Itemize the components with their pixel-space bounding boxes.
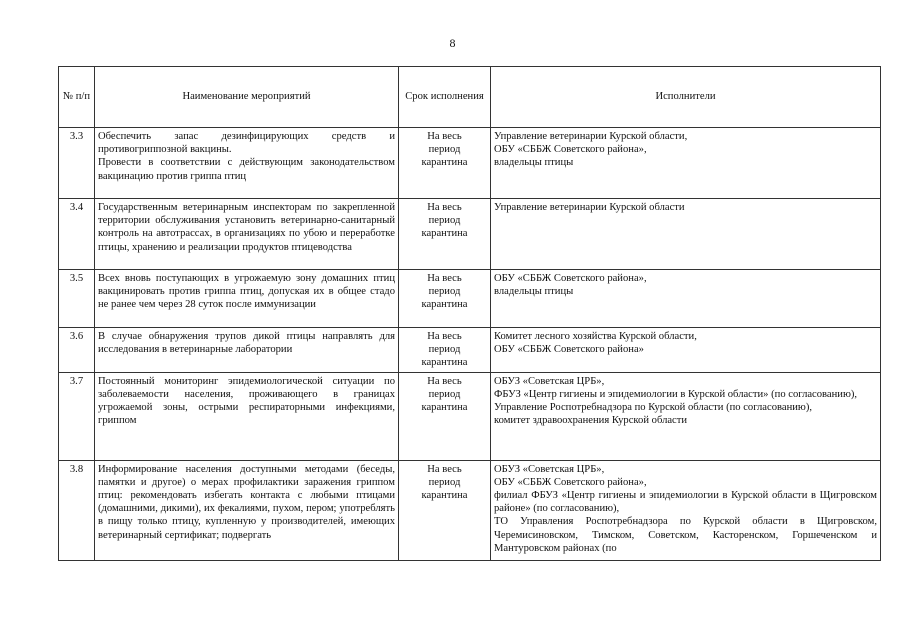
header-name: Наименование мероприятий <box>95 67 399 128</box>
table-row <box>59 372 881 460</box>
row-number: 3.8 <box>59 460 95 560</box>
row-number: 3.6 <box>59 328 95 373</box>
row-executors: Комитет лесного хозяйства Курской области, ОБУ «СББЖ Советского района» <box>491 328 881 373</box>
table-row <box>59 199 881 270</box>
row-executors: ОБУ «СББЖ Советского района», владельцы птицы <box>491 270 881 328</box>
row-description: Обеспечить запас дезинфицирующих средств и противогриппозной вакцины. Провести в соответствии с действующим законодательством вакцинацию против гриппа птиц <box>95 128 399 199</box>
row-term: На весь период карантина <box>399 199 491 270</box>
row-executors: Управление ветеринарии Курской области, ОБУ «СББЖ Советского района», владельцы птицы <box>491 128 881 199</box>
row-term: На весь период карантина <box>399 270 491 328</box>
row-description: Всех вновь поступающих в угрожаемую зону домашних птиц вакцинировать против гриппа птиц, допуская их в общее стадо не ранее чем через 28 суток после иммунизации <box>95 270 399 328</box>
row-number: 3.5 <box>59 270 95 328</box>
row-number: 3.7 <box>59 372 95 460</box>
header-executors: Исполнители <box>491 67 881 128</box>
row-executors: Управление ветеринарии Курской области <box>491 199 881 270</box>
page-number: 8 <box>449 36 456 50</box>
header-num: № п/п <box>59 67 95 128</box>
row-description: Информирование населения доступными методами (беседы, памятки и другое) о мерах профилактики заражения гриппом птиц: рекомендовать избегать контакта с любыми птицами (домашними, дикими), их фекалиями, пухом, пером; употреблять в пищу только птицу, купленную у производителей, имеющих ветеринарный сертификат; подвергать <box>95 460 399 560</box>
row-term: На весь период карантина <box>399 328 491 373</box>
table-header-row <box>59 67 881 128</box>
row-number: 3.3 <box>59 128 95 199</box>
row-executors: ОБУЗ «Советская ЦРБ», ФБУЗ «Центр гигиены и эпидемиологии в Курской области» (по согласованию), Управление Роспотребнадзора по Курской области (по согласованию), комитет здравоохранения Курской области <box>491 372 881 460</box>
row-number: 3.4 <box>59 199 95 270</box>
table-row <box>59 328 881 373</box>
row-term: На весь период карантина <box>399 460 491 560</box>
table-row <box>59 460 881 560</box>
measures-table <box>58 66 881 561</box>
header-term: Срок исполнения <box>399 67 491 128</box>
table-row <box>59 128 881 199</box>
row-term: На весь период карантина <box>399 372 491 460</box>
row-description: В случае обнаружения трупов дикой птицы направлять для исследования в ветеринарные лаборатории <box>95 328 399 373</box>
row-description: Государственным ветеринарным инспекторам по закрепленной территории обслуживания установить ветеринарно-санитарный контроль на автотрассах, в организациях по убою и переработке птицы, хранению и реализации продуктов птицеводства <box>95 199 399 270</box>
table-row <box>59 270 881 328</box>
row-description: Постоянный мониторинг эпидемиологической ситуации по заболеваемости населения, проживающего в границах угрожаемой зоны, острыми респираторными инфекциями, гриппом <box>95 372 399 460</box>
row-executors: ОБУЗ «Советская ЦРБ», ОБУ «СББЖ Советского района», филиал ФБУЗ «Центр гигиены и эпидемиологии в Курской области в Щигровском районе» (по согласованию), ТО Управления Роспотребнадзора по Курской области в Щигровском, Черемисиновском, Тимском, Советском, Касторенском, Горшеченском и Мантуровском районах (по <box>491 460 881 560</box>
row-term: На весь период карантина <box>399 128 491 199</box>
